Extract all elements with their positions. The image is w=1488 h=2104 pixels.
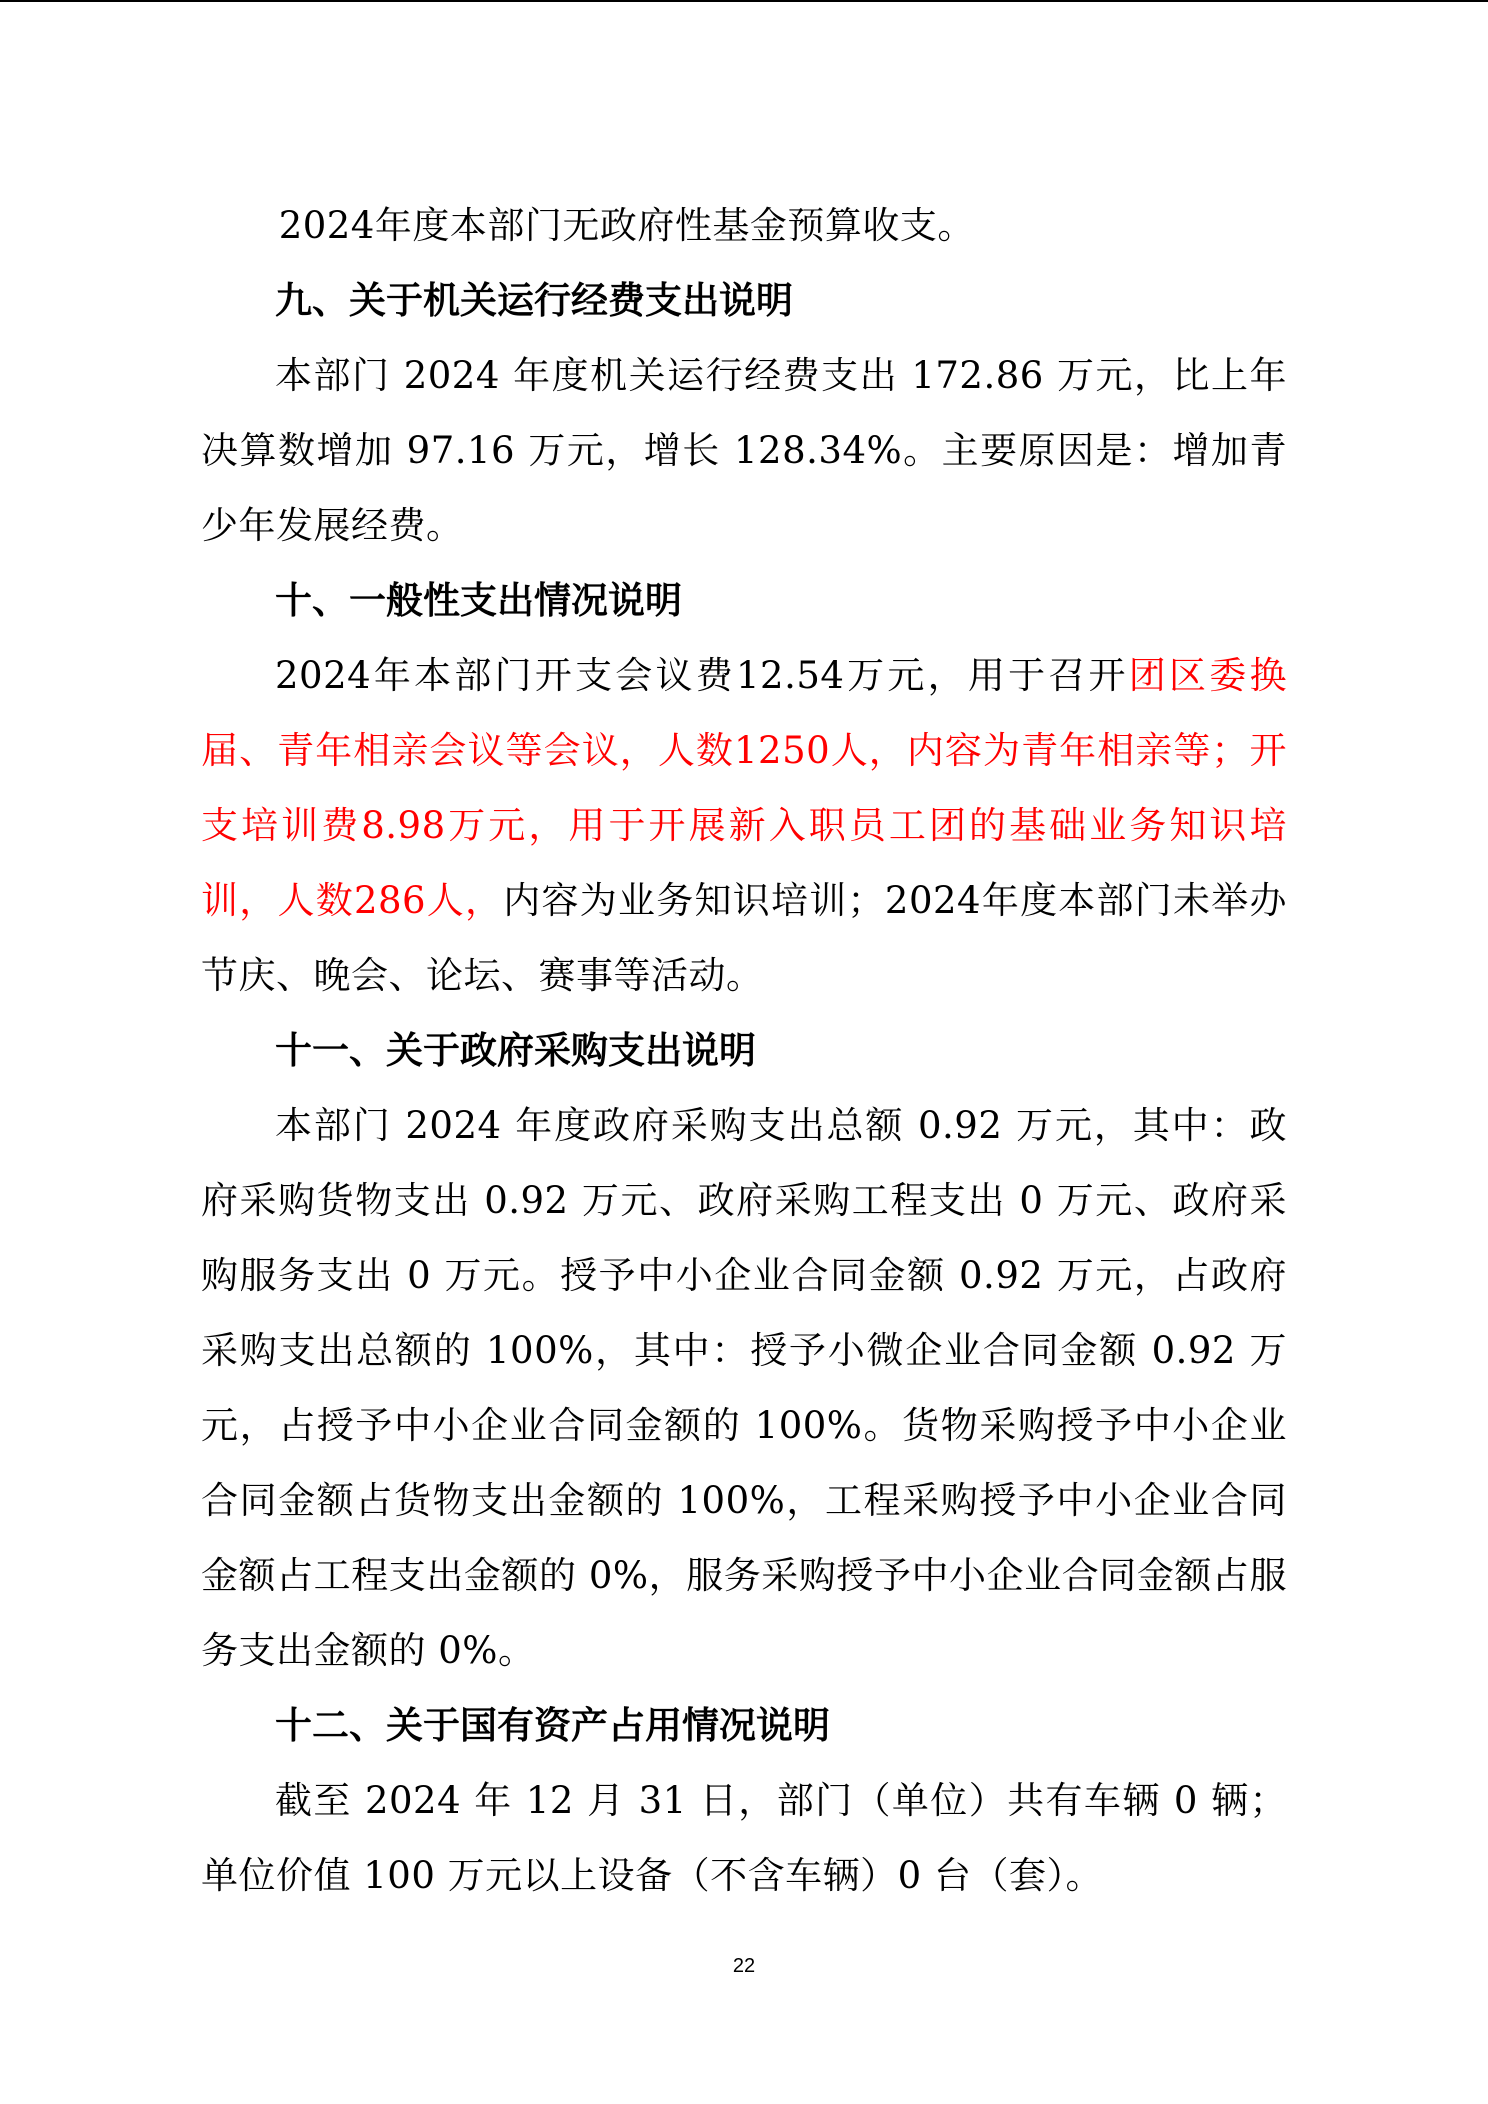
intro-paragraph: 2024年度本部门无政府性基金预算收支。 bbox=[278, 204, 975, 247]
section-heading-10: 十、一般性支出情况说明 bbox=[275, 579, 682, 622]
section-body-10 bbox=[201, 638, 1287, 1013]
document-page bbox=[201, 188, 1287, 1913]
page-number: 22 bbox=[732, 1955, 756, 1977]
section-heading-11: 十一、关于政府采购支出说明 bbox=[275, 1029, 756, 1072]
section-body-11: 本部门 2024 年度政府采购支出总额 0.92 万元，其中：政府采购货物支出 0.92 万元、政府采购工程支出 0 万元、政府采购服务支出 0 万元。授予中小企业合同金额 0.92 万元，占政府采购支出总额的 100%，其中：授予小微企业合同金额 0.92 万元，占授予中小企业合同金额的 100%。货物采购授予中小企业合同金额占货物支出金额的 100%，工程采购授予中小企业合同金额占工程支出金额的 0%，服务采购授予中小企业合同金额占服务支出金额的 0%。 bbox=[201, 1104, 1287, 1672]
section-body-12: 截至 2024 年 12 月 31 日，部门（单位）共有车辆 0 辆；单位价值 100 万元以上设备（不含车辆）0 台（套）。 bbox=[201, 1779, 1287, 1897]
section-body-10-part-2: 内容为业务知识培训；2024年度本部门未举办节庆、晚会、论坛、赛事等活动。 bbox=[201, 879, 1287, 997]
section-heading-9: 九、关于机关运行经费支出说明 bbox=[275, 279, 793, 322]
top-border-line bbox=[0, 0, 1488, 2]
section-body-10-part-1: 2024年本部门开支会议费12.54万元，用于召开 bbox=[275, 654, 1129, 697]
section-body-9: 本部门 2024 年度机关运行经费支出 172.86 万元，比上年决算数增加 97.16 万元，增长 128.34%。主要原因是：增加青少年发展经费。 bbox=[201, 354, 1287, 547]
section-heading-12: 十二、关于国有资产占用情况说明 bbox=[275, 1704, 830, 1747]
section-body-10-highlight: 团区委换届、青年相亲会议等会议，人数1250人，内容为青年相亲等；开支培训费8.98万元，用于开展新入职员工团的基础业务知识培训，人数286人， bbox=[201, 654, 1287, 922]
